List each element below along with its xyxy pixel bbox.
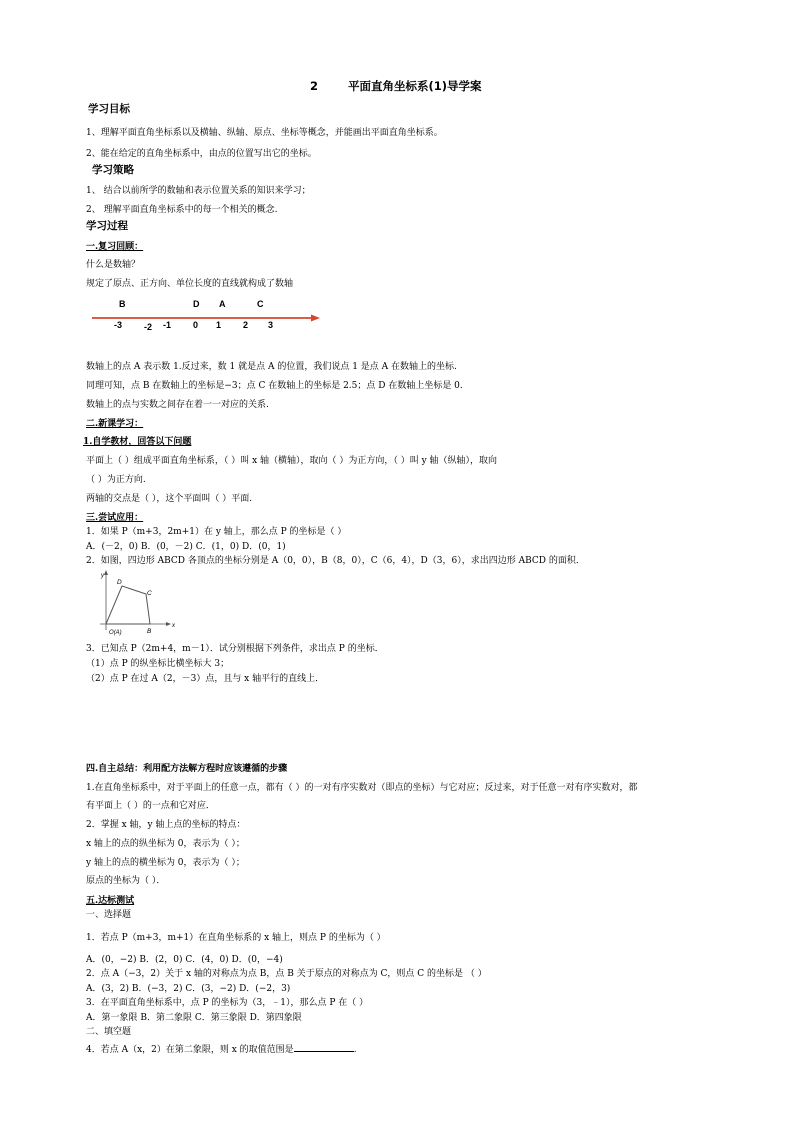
- number-line-figure: [86, 294, 326, 334]
- x-axis-arrow-icon: [166, 622, 171, 626]
- test-q3: 3．在平面直角坐标系中，点 P 的坐标为（3，﹣1），那么点 P 在（ ）: [86, 998, 369, 1008]
- strategy-item-1: 1、 结合以前所学的数轴和表示位置关系的知识来学习；: [86, 186, 311, 196]
- y-axis-arrow-icon: [104, 570, 108, 575]
- practice-q3: 3．已知点 P（2m+4，m－1）．试分别根据下列条件，求出点 P 的坐标．: [86, 644, 384, 654]
- tick-label-neg1: -1: [163, 320, 172, 330]
- test-q3-options: A．第一象限 B．第二象限 C．第三象限 D．第四象限: [86, 1013, 302, 1023]
- process-heading: 学习过程: [86, 220, 128, 232]
- fig-label-origin: O(A): [109, 630, 122, 636]
- test-q2-options: A．(3，2) B．(−3，2) C．(3，−2) D．(−2，3): [86, 984, 291, 994]
- review-para-2: 同理可知，点 B 在数轴上的坐标是−3；点 C 在数轴上的坐标是 2.5；点 D 在数轴上坐标是 0.: [86, 381, 463, 391]
- tick-label-neg3: -3: [114, 320, 123, 330]
- summary-heading: 四.自主总结：利用配方法解方程时应该遵循的步骤: [86, 764, 288, 774]
- practice-q3-a: （1）点 P 的纵坐标比横坐标大 3；: [86, 659, 230, 669]
- review-heading: 一.复习回顾：: [86, 242, 144, 252]
- number-line-arrow-icon: [311, 315, 320, 322]
- test-section-2: 二、填空题: [86, 1027, 132, 1037]
- point-label-a: A: [219, 299, 226, 309]
- fig-label-d: D: [117, 579, 122, 586]
- new-learning-line-1: 平面上（ ）组成平面直角坐标系，（ ）叫 x 轴（横轴），取向（ ）为正方向，（ ）叫 y 轴（纵轴），取向: [86, 456, 498, 466]
- test-q1: 1．若点 P（m+3，m+1）在直角坐标系的 x 轴上，则点 P 的坐标为（ ）: [86, 933, 386, 943]
- test-q1-options: A．(0，−2) B．(2，0) C．(4，0) D．(0，−4): [86, 955, 283, 965]
- review-question: 什么是数轴？: [86, 260, 141, 270]
- practice-q3-b: （2）点 P 在过 A（2，－3）点，且与 x 轴平行的直线上．: [86, 674, 325, 684]
- test-q4-text: 4．若点 A（x，2）在第二象限，则 x 的取值范围是: [86, 1045, 294, 1055]
- page-title: [310, 78, 482, 94]
- practice-q1-options: A．(－2，0) B．(0，－2) C．(1，0) D．(0，1): [86, 542, 286, 552]
- new-learning-line-2: （ ）为正方向.: [86, 475, 146, 485]
- test-q4-tail: .: [353, 1045, 357, 1055]
- tick-label-0: 0: [193, 320, 199, 330]
- fig-label-y: y: [101, 573, 104, 579]
- new-learning-sub: 1.自学教材，回答以下问题: [83, 437, 192, 447]
- practice-heading: 三.尝试应用：: [86, 513, 144, 523]
- tick-label-2: 2: [243, 320, 249, 330]
- tick-label-neg2: -2: [144, 322, 153, 332]
- title-number: 2: [310, 79, 319, 93]
- strategy-heading: 学习策略: [92, 164, 134, 176]
- new-learning-line-3: 两轴的交点是（ ），这个平面叫（ ）平面.: [86, 494, 253, 504]
- summary-p2a: x 轴上的点的纵坐标为 0，表示为（ ）；: [86, 839, 245, 849]
- goals-heading: 学习目标: [88, 103, 130, 115]
- tick-label-1: 1: [216, 320, 222, 330]
- test-q2: 2．点 A（−3，2）关于 x 轴的对称点为点 B，点 B 关于原点的对称点为 C，则点 C 的坐标是 （ ）: [86, 969, 487, 979]
- summary-p2: 2．掌握 x 轴，y 轴上点的坐标的特点：: [86, 820, 246, 830]
- point-label-c: C: [257, 299, 264, 309]
- practice-q1: 1．如果 P（m+3，2m+1）在 y 轴上，那么点 P 的坐标是（ ）: [86, 527, 347, 537]
- fig-label-b: B: [147, 628, 152, 635]
- answer-blank[interactable]: [294, 1041, 354, 1052]
- strategy-item-2: 2、 理解平面直角坐标系中的每一个相关的概念.: [86, 205, 278, 215]
- title-text: 平面直角坐标系(1)导学案: [348, 79, 482, 93]
- review-para-1: 数轴上的点 A 表示数 1.反过来，数 1 就是点 A 的位置，我们说点 1 是点 A 在数轴上的坐标.: [86, 362, 457, 372]
- point-label-b: B: [119, 299, 126, 309]
- practice-q2: 2．如图，四边形 ABCD 各顶点的坐标分别是 A（0，0），B（8，0），C（6，4），D（3，6），求出四边形 ABCD 的面积．: [86, 556, 585, 566]
- summary-p1b: 有平面上（ ）的一点和它对应．: [86, 801, 215, 811]
- new-learning-heading: 二.新课学习：: [86, 419, 144, 429]
- review-para-3: 数轴上的点与实数之间存在着一一对应的关系.: [86, 400, 269, 410]
- number-line-definition: 规定了原点、正方向、单位长度的直线就构成了数轴: [86, 279, 294, 289]
- summary-p2c: 原点的坐标为（ ）．: [86, 876, 166, 886]
- test-section-1: 一、选择题: [86, 910, 132, 920]
- test-heading: 五.达标测试: [86, 896, 135, 906]
- fig-label-c: C: [147, 590, 152, 597]
- fig-label-x: x: [172, 623, 175, 629]
- point-label-d: D: [193, 299, 200, 309]
- goal-item-2: 2、能在给定的直角坐标系中，由点的位置写出它的坐标。: [86, 149, 317, 159]
- tick-label-3: 3: [268, 320, 274, 330]
- goal-item-1: 1、理解平面直角坐标系以及横轴、纵轴、原点、坐标等概念，并能画出平面直角坐标系。: [86, 128, 443, 138]
- quadrilateral-figure: [92, 568, 182, 640]
- quadrilateral-abcd: [106, 586, 150, 624]
- summary-p2b: y 轴上的点的横坐标为 0，表示为（ ）；: [86, 858, 245, 868]
- summary-p1a: 1.在直角坐标系中，对于平面上的任意一点，都有（ ）的一对有序实数对（即点的坐标）与它对应；反过来，对于任意一对有序实数对，都: [86, 783, 638, 793]
- test-q4: [86, 1041, 357, 1056]
